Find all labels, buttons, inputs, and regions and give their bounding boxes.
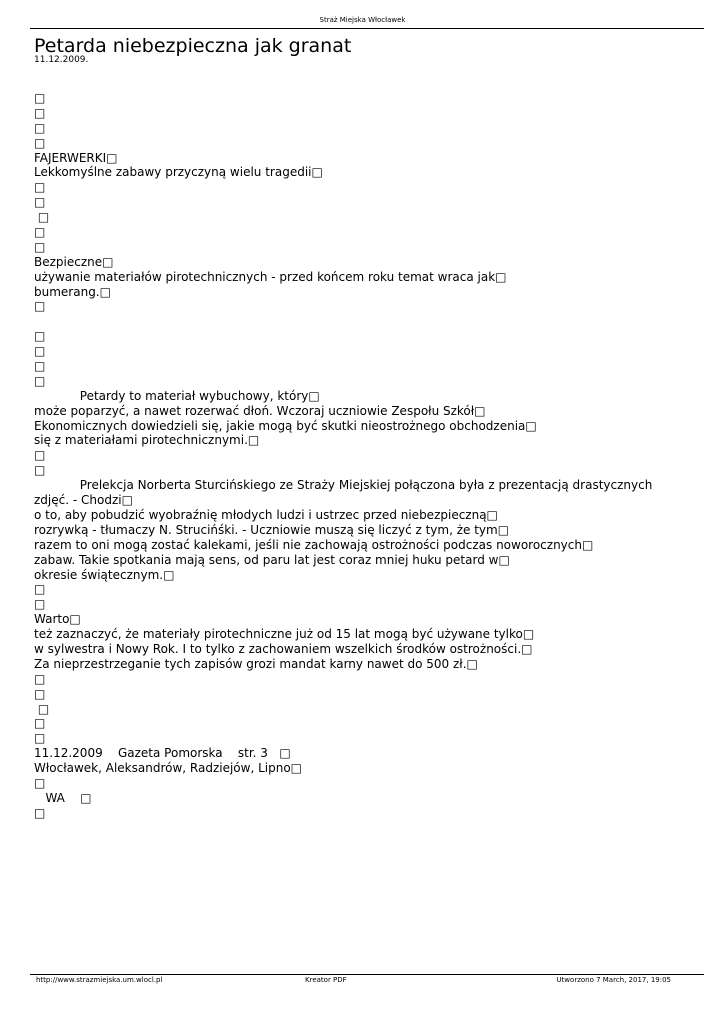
article-line: □ [34,463,46,478]
article-line: 11.12.2009 Gazeta Pomorska str. 3 □ [34,746,291,761]
article-line: okresie świątecznym.□ [34,567,175,582]
article-line: się z materiałami pirotechnicznymi.□ [34,433,260,448]
article-line: o to, aby pobudzić wyobraźnię młodych ludzi i ustrzec przed niebezpieczną□ [34,507,498,522]
article-line: Ekonomicznych dowiedzieli się, jakie mogą być skutki nieostrożnego obchodzenia□ [34,418,537,433]
article-line: □ [34,686,46,701]
article-date: 11.12.2009. [34,55,89,65]
article-line: □ [34,180,46,195]
article-line: WA □ [34,790,92,805]
article-line: Za nieprzestrzeganie tych zapisów grozi mandat karny nawet do 500 zł.□ [34,656,478,671]
article-title: Petarda niebezpieczna jak granat [34,35,352,57]
footer-url-link[interactable]: http://www.strazmiejska.um.wlocl.pl [36,976,163,984]
article-line: □ [34,582,46,597]
article-line: □ [34,701,50,716]
article-line: też zaznaczyć, że materiały pirotechniczne już od 15 lat mogą być używane tylko□ [34,627,535,642]
article-line [34,314,704,329]
header-divider [30,28,704,29]
footer-generator: Kreator PDF [305,976,347,984]
article-line: □ [34,225,46,240]
article-line: w sylwestra i Nowy Rok. I to tylko z zachowaniem wszelkich środków ostrożności.□ [34,641,533,656]
article-line: Petardy to materiał wybuchowy, który□ [34,388,320,403]
article-line: □ [34,105,46,120]
article-line: □ [34,716,46,731]
article-line: bumerang.□ [34,284,111,299]
article-line: □ [34,120,46,135]
footer-divider [30,974,704,975]
article-line: □ [34,239,46,254]
article-line: używanie materiałów pirotechnicznych - przed końcem roku temat wraca jak□ [34,269,507,284]
article-line: Włocławek, Aleksandrów, Radziejów, Lipno□ [34,761,303,776]
article-line: □ [34,373,46,388]
article-line: zabaw. Takie spotkania mają sens, od paru lat jest coraz mniej huku petard w□ [34,552,510,567]
article-line: Prelekcja Norberta Sturcińskiego ze Straży Miejskiej połączona była z prezentacją drastycznych [34,478,653,493]
article-line: Warto□ [34,612,81,627]
article-line: □ [34,210,50,225]
article-line: □ [34,775,46,790]
article-line: □ [34,344,46,359]
article-line: □ [34,448,46,463]
article-line: Bezpieczne□ [34,254,114,269]
article-line: □ [34,195,46,210]
article-line: □ [34,91,46,105]
article-line: razem to oni mogą zostać kalekami, jeśli nie zachowają ostrożności podczas noworocznych□ [34,537,594,552]
article-line: □ [34,135,46,150]
article-line: zdjęć. - Chodzi□ [34,493,133,508]
article-line: FAJERWERKI□ [34,150,118,165]
article-line: może poparzyć, a nawet rozerwać dłoń. Wczoraj uczniowie Zespołu Szkół□ [34,403,486,418]
article-body [34,91,704,821]
article-line: □ [34,671,46,686]
article-line: rozrywką - tłumaczy N. Strucińśki. - Uczniowie muszą się liczyć z tym, że tym□ [34,522,510,537]
article-line: □ [34,359,46,374]
article-line: □ [34,805,46,820]
article-line: □ [34,299,46,314]
article-line: □ [34,597,46,612]
site-header: Straż Miejska Włocławek [319,16,406,24]
article-line: □ [34,329,46,344]
article-line: □ [34,731,46,746]
footer-created-timestamp: Utworzono 7 March, 2017, 19:05 [556,976,671,984]
article-line: Lekkomyślne zabawy przyczyną wielu tragedii□ [34,165,323,180]
